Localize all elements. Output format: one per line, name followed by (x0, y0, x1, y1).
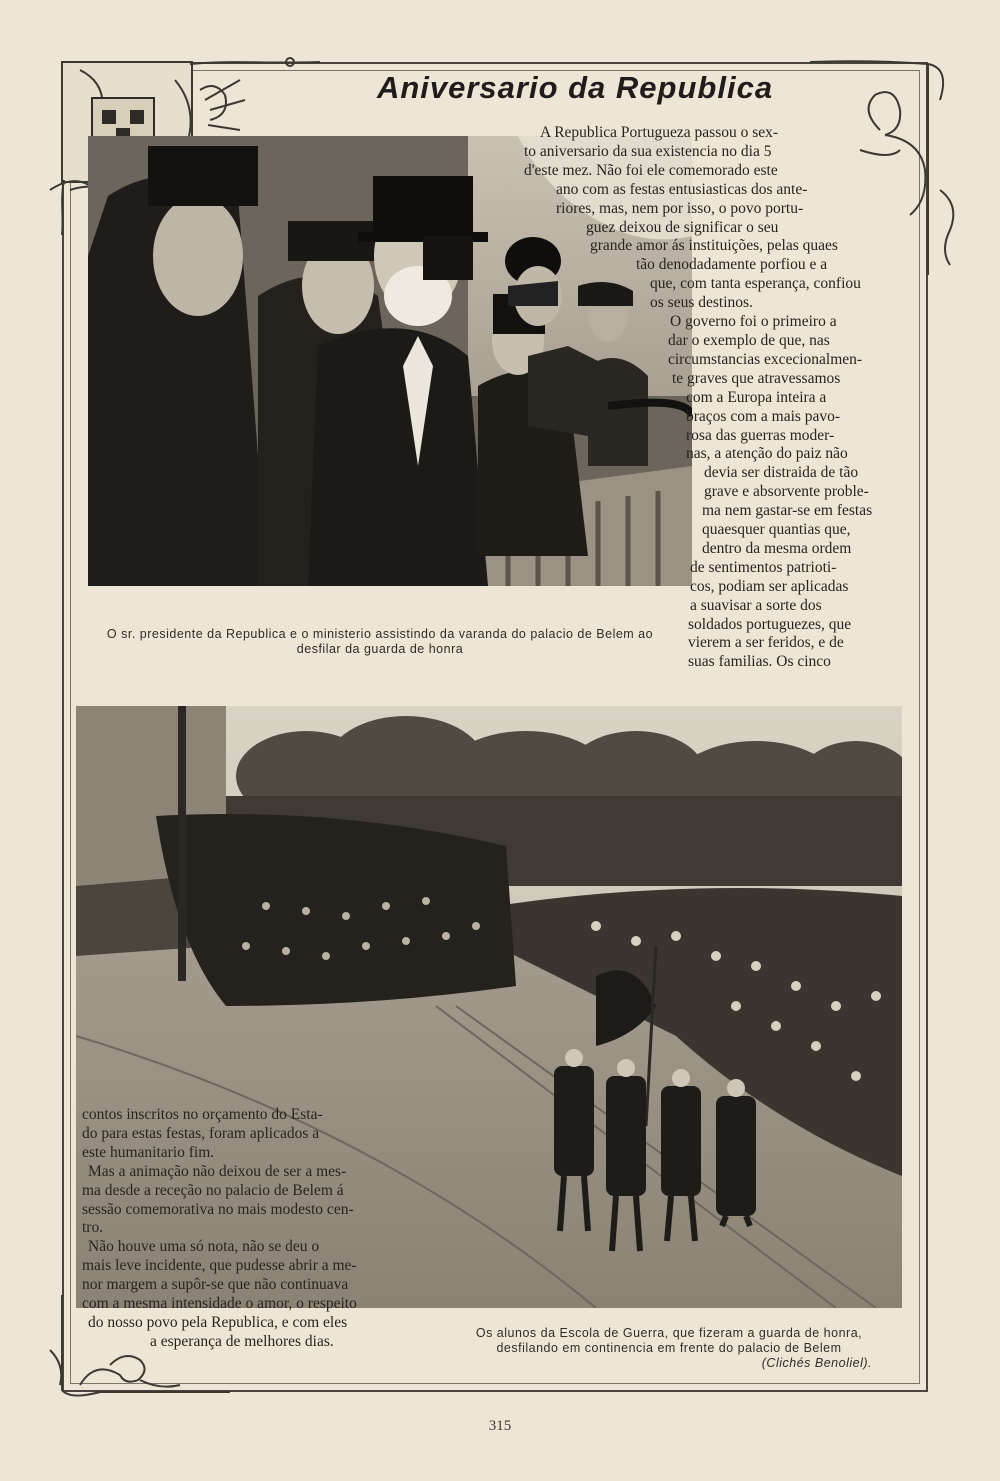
article-line: ma desde a receção no palacio de Belem á (82, 1181, 344, 1199)
article-line: este humanitario fim. (82, 1143, 215, 1161)
article-line: te graves que atravessamos (672, 369, 841, 387)
article-line: Não houve uma só nota, não se deu o (88, 1238, 320, 1256)
article-line: grave e absorvente proble- (704, 483, 869, 501)
article-line: Mas a animação não deixou de ser a mes- (88, 1162, 347, 1180)
article-line: tão denodadamente porfiou e a (636, 256, 828, 274)
article-line: que, com tanta esperança, confiou (650, 275, 861, 293)
article-line: de sentimentos patrioti- (690, 558, 837, 576)
article-line: nor margem a supôr-se que não continuava (82, 1276, 349, 1294)
photo-credit: (Clichés Benoliel). (761, 1356, 872, 1370)
article-line: dar o exemplo de que, nas (668, 331, 830, 349)
article-line: guez deixou de significar o seu (586, 218, 779, 236)
article-line: a suavisar a sorte dos (690, 596, 822, 614)
article-line: sessão comemorativa no mais modesto cen- (82, 1200, 354, 1218)
caption-line: desfilando em continencia em frente do palacio de Belem (496, 1341, 842, 1355)
page-title: Aniversario da Republica (376, 70, 774, 105)
article-line: dentro da mesma ordem (702, 539, 852, 557)
article-line: com a mesma intensidade o amor, o respeito (82, 1295, 357, 1313)
article-line: mais leve incidente, que pudesse abrir a me- (82, 1257, 357, 1275)
article-line: ma nem gastar-se em festas (702, 502, 873, 520)
article-line: tro. (82, 1219, 104, 1237)
article-line: rosa das guerras moder- (686, 426, 835, 444)
article-column-top-right (520, 124, 905, 672)
article-line: do nosso povo pela Republica, e com eles (88, 1313, 348, 1331)
caption-top-photo: O sr. presidente da Republica e o ministerio assistindo da varanda do palacio de Belem ao desfilar da guarda de honra (106, 627, 654, 656)
article-line: to aniversario da sua existencia no dia 5 (524, 142, 772, 160)
article-line: A Republica Portugueza passou o sex- (540, 124, 779, 141)
article-line: riores, mas, nem por isso, o povo portu- (556, 199, 804, 217)
article-line: cos, podiam ser aplicadas (690, 577, 849, 595)
article-line: soldados portuguezes, que (688, 615, 852, 633)
article-line: devia ser distraida de tão (704, 464, 859, 482)
article-line: do para estas festas, foram aplicados a (82, 1124, 320, 1142)
article-line: ano com as festas entusiasticas dos ante- (556, 180, 808, 198)
article-line: nas, a atenção do paiz não (686, 445, 848, 463)
article-line: d'este mez. Não foi ele comemorado este (524, 161, 778, 179)
article-line: circumstancias excecionalmen- (668, 350, 863, 368)
caption-bottom-photo (436, 1326, 902, 1371)
article-line: a esperança de melhores dias. (150, 1332, 334, 1350)
article-line: com a Europa inteira a (686, 388, 827, 406)
page-number: 315 (488, 1418, 512, 1434)
article-line: braços com a mais pavo- (686, 407, 841, 425)
article-line: vierem a ser feridos, e de (688, 634, 844, 652)
article-line: contos inscritos no orçamento do Esta- (82, 1106, 323, 1123)
caption-line: Os alunos da Escola de Guerra, que fizeram a guarda de honra, (475, 1326, 863, 1340)
article-line: grande amor ás instituições, pelas quaes (590, 237, 838, 255)
article-line: O governo foi o primeiro a (670, 313, 837, 331)
article-line: suas familias. Os cinco (688, 653, 831, 671)
article-line: quaesquer quantias que, (702, 521, 851, 539)
article-line: os seus destinos. (650, 294, 753, 312)
article-column-bottom-left (82, 1106, 422, 1352)
